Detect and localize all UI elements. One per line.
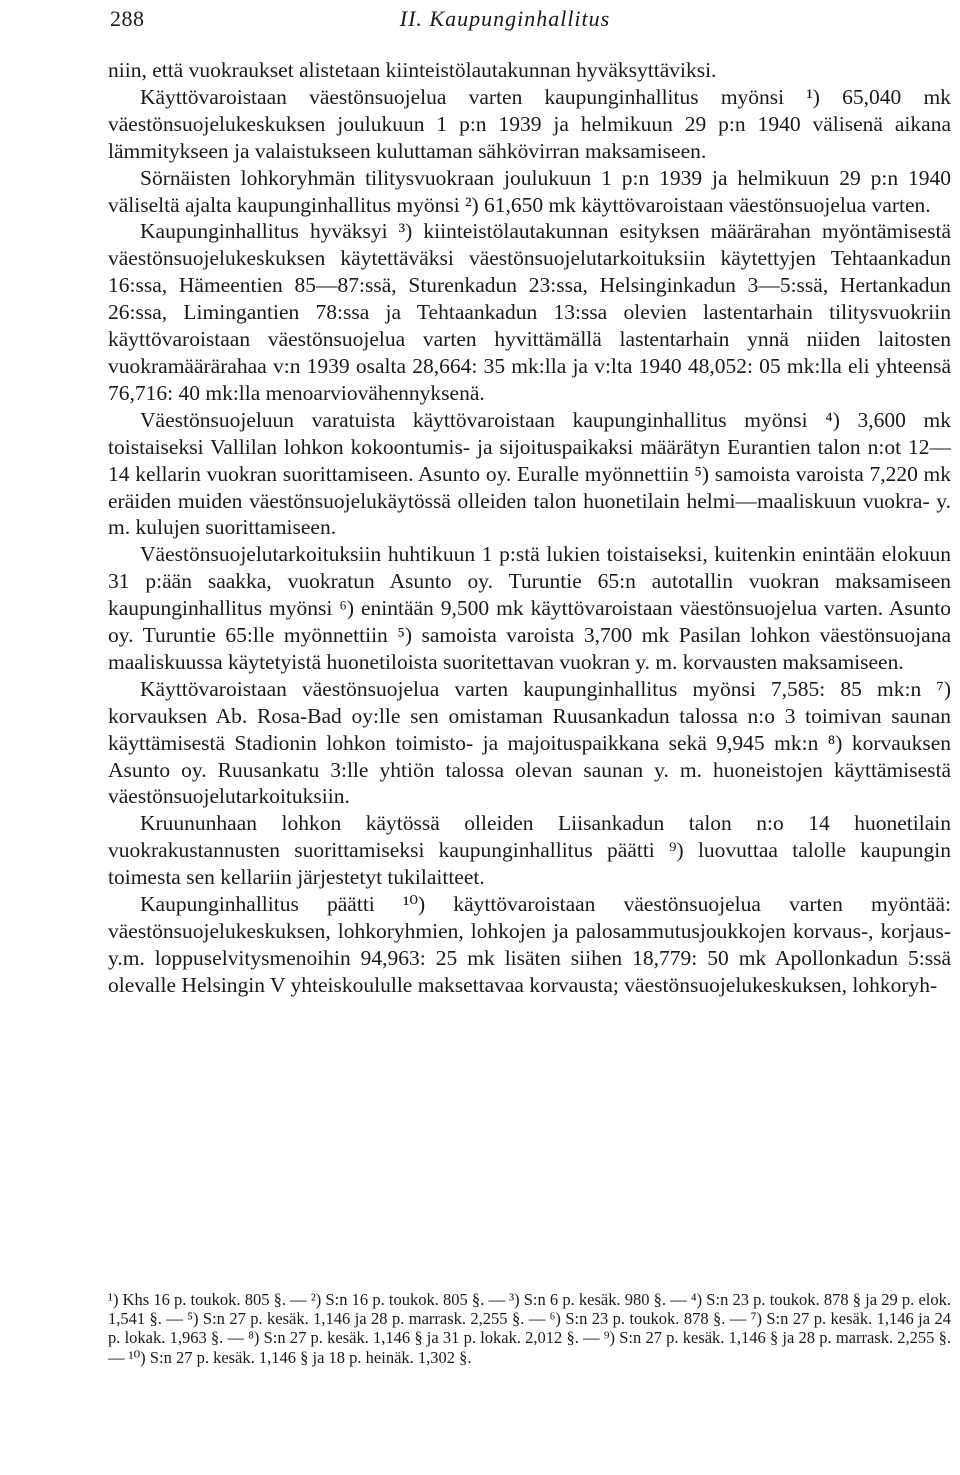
paragraph: Väestönsuojeluun varatuista käyttövaroistaan kaupunginhallitus myönsi ⁴) 3,600 mk toistaiseksi Vallilan lohkon kokoontumis- ja sijoituspaikaksi määrätyn Eurantien talon n:ot 12—14 kellarin vuokran suorittamiseen. Asunto oy. Euralle myönnettiin ⁵) samoista varoista 7,220 mk eräiden muiden väestönsuojelukäytössä olleiden talon huonetilain helmi—maaliskuun vuokra- y. m. kulujen suorittamiseen. bbox=[108, 407, 951, 540]
page-number: 288 bbox=[110, 6, 145, 31]
body-text bbox=[108, 57, 951, 999]
paragraph: Sörnäisten lohkoryhmän tilitysvuokraan joulukuun 1 p:n 1939 ja helmikuun 29 p:n 1940 väliseltä ajalta kaupunginhallitus myönsi ²) 61,650 mk käyttövaroistaan väestönsuojelua varten. bbox=[108, 165, 951, 217]
paragraph: Käyttövaroistaan väestönsuojelua varten kaupunginhallitus myönsi 7,585: 85 mk:n ⁷) korvauksen Ab. Rosa-Bad oy:lle sen omistaman Ruusankadun talossa n:o 3 toimivan saunan käyttämisestä Stadionin lohkon toimisto- ja majoituspaikkana sekä 9,945 mk:n ⁸) korvauksen Asunto oy. Ruusankatu 3:lle yhtiön talossa olevan saunan y. m. huoneistojen käyttämisestä väestönsuojelutarkoituksiin. bbox=[108, 676, 951, 809]
paragraph: niin, että vuokraukset alistetaan kiinteistölautakunnan hyväksyttäviksi. bbox=[108, 58, 717, 82]
paragraph: Kaupunginhallitus päätti ¹⁰) käyttövaroistaan väestönsuojelua varten myöntää: väestönsuojelukeskuksen, lohkoryhmien, lohkojen ja palosammutusjoukkojen korvaus-, korjaus- y.m. loppuselvitysmenoihin 94,963: 25 mk lisäten siihen 18,779: 50 mk Apollonkadun 5:ssä olevalle Helsingin V yhteiskoululle maksettavaa korvausta; väestönsuojelukeskuksen, lohkoryh- bbox=[108, 892, 951, 997]
paragraph: Kaupunginhallitus hyväksyi ³) kiinteistölautakunnan esityksen määrärahan myöntämisestä väestönsuojelukeskuksen käytettäväksi väestönsuojelutarkoituksiin käytettyjen Tehtaankadun 16:ssa, Hämeentien 85—87:ssä, Sturenkadun 23:ssa, Helsinginkadun 3—5:ssä, Hertankadun 26:ssa, Limingantien 78:ssa ja Tehtaankadun 13:ssa olevien lastentarhain tilitysvuokriin käyttövaroistaan väestönsuojelua varten hyvittämällä lastentarhain ynnä niiden laitosten vuokramäärärahaa v:n 1939 osalta 28,664: 35 mk:lla ja v:lta 1940 48,052: 05 mk:lla eli yhteensä 76,716: 40 mk:lla menoarviovähennyksenä. bbox=[108, 219, 951, 405]
page-header bbox=[110, 6, 900, 40]
paragraph: Käyttövaroistaan väestönsuojelua varten kaupunginhallitus myönsi ¹) 65,040 mk väestönsuojelukeskuksen joulukuun 1 p:n 1939 ja helmikuun 29 p:n 1940 välisenä aikana lämmitykseen ja valaistukseen kuluttaman sähkövirran maksamiseen. bbox=[108, 84, 951, 163]
running-title: II. Kaupunginhallitus bbox=[399, 6, 611, 31]
footnote-text: ¹) Khs 16 p. toukok. 805 §. — ²) S:n 16 p. toukok. 805 §. — ³) S:n 6 p. kesäk. 980 §. — ⁴) S:n 23 p. toukok. 878 § ja 29 p. elok. 1,541 §. — ⁵) S:n 27 p. kesäk. 1,146 ja 28 p. marrask. 2,255 §. — ⁶) S:n 23 p. toukok. 878 §. — ⁷) S:n 27 p. kesäk. 1,146 ja 24 p. lokak. 1,963 §. — ⁸) S:n 27 p. kesäk. 1,146 § ja 31 p. lokak. 2,012 §. — ⁹) S:n 27 p. kesäk. 1,146 § ja 28 p. marrask. 2,255 §. — ¹⁰) S:n 27 p. kesäk. 1,146 § ja 18 p. heinäk. 1,302 §. bbox=[108, 1290, 951, 1367]
paragraph: Kruununhaan lohkon käytössä olleiden Liisankadun talon n:o 14 huonetilain vuokrakustannusten suorittamiseksi kaupunginhallitus päätti ⁹) luovuttaa talolle kaupungin toimesta sen kellariin järjestetyt tukilaitteet. bbox=[108, 811, 951, 890]
paragraph: Väestönsuojelutarkoituksiin huhtikuun 1 p:stä lukien toistaiseksi, kuitenkin enintään elokuun 31 p:ään saakka, vuokratun Asunto oy. Turuntie 65:n autotallin vuokran maksamiseen kaupunginhallitus myönsi ⁶) enintään 9,500 mk käyttövaroistaan väestönsuojelua varten. Asunto oy. Turuntie 65:lle myönnettiin ⁵) samoista varoista 3,700 mk Pasilan lohkon väestönsuojana maaliskuussa käytetyistä huonetiloista suoritettavan vuokran y. m. korvausten maksamiseen. bbox=[108, 542, 951, 674]
footnotes bbox=[108, 1290, 951, 1367]
